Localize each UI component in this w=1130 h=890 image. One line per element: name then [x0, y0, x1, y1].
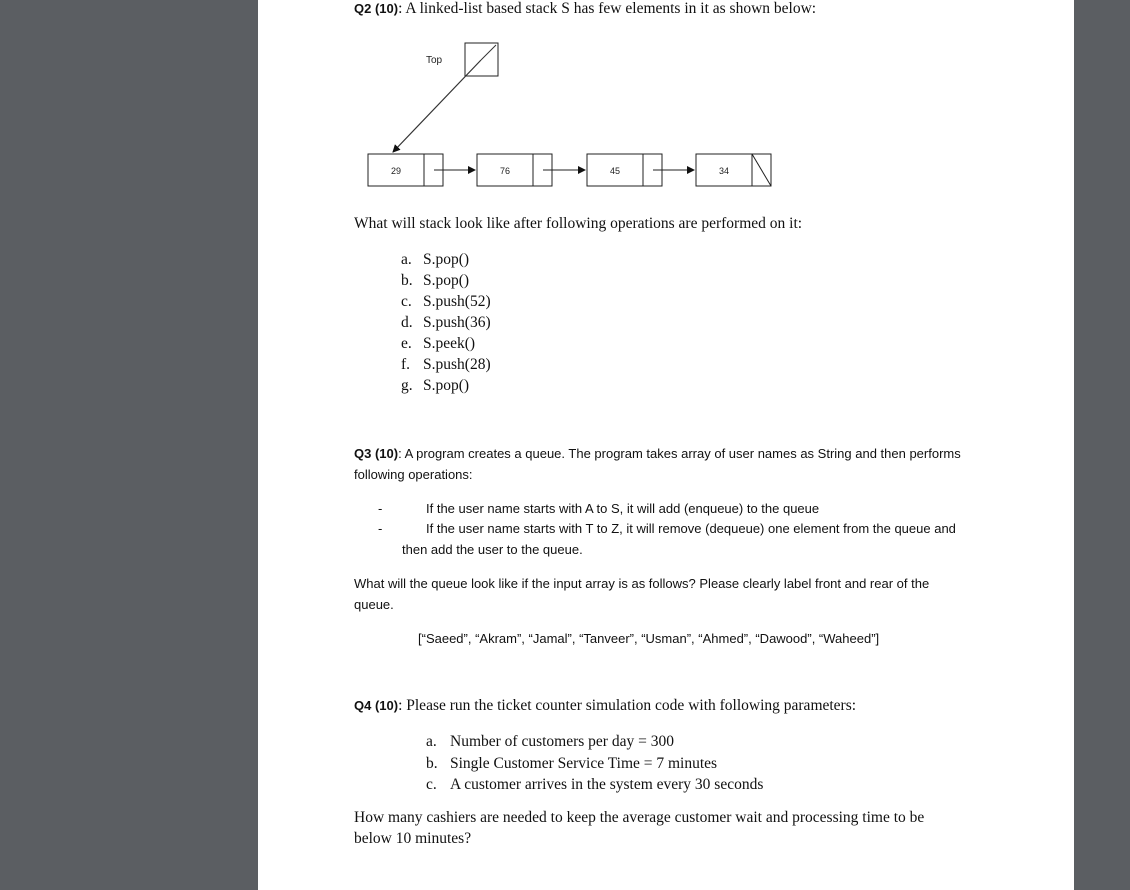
document-page [258, 0, 1074, 890]
q3-text-line1: : A program creates a queue. The program takes array of user names as String and then performs [398, 446, 961, 461]
node-1-value: 29 [390, 166, 402, 176]
linked-list-diagram [354, 38, 784, 194]
top-pointer-arrow [393, 60, 481, 152]
parameter-item: c. A customer arrives in the system every 30 seconds [426, 776, 764, 793]
null-pointer-slash [752, 154, 771, 186]
q4-text: : Please run the ticket counter simulation code with following parameters: [398, 697, 857, 714]
top-label: Top [426, 55, 443, 66]
operation-item: e. S.peek() [401, 335, 476, 352]
q3-label: Q3 (10) [354, 446, 399, 461]
operation-item: f. S.push(28) [401, 356, 491, 373]
operation-item: d. S.push(36) [401, 314, 491, 331]
q3-bullet-2-continuation: then add the user to the queue. [402, 542, 583, 557]
q4-heading [354, 697, 856, 715]
parameter-item: a. Number of customers per day = 300 [426, 733, 674, 750]
q3-input-array: [“Saeed”, “Akram”, “Jamal”, “Tanveer”, “Usman”, “Ahmed”, “Dawood”, “Waheed”] [418, 631, 880, 646]
parameter-item: b. Single Customer Service Time = 7 minutes [426, 754, 718, 772]
q3-bullet-1: - If the user name starts with A to S, it will add (enqueue) to the queue [378, 501, 820, 516]
q4-label: Q4 (10) [354, 698, 399, 713]
q4-parameters-list [426, 731, 763, 796]
node-3-value: 45 [609, 166, 621, 176]
q3-question-line2: queue. [354, 597, 394, 612]
q2-operations-list [401, 249, 491, 396]
q3-bullet-2: - If the user name starts with T to Z, it will remove (dequeue) one element from the queue and [378, 521, 956, 536]
q2-heading [354, 0, 816, 18]
q2-label: Q2 (10) [354, 1, 399, 16]
q2-text: : A linked-list based stack S has few elements in it as shown below: [398, 0, 817, 17]
node-2-value: 76 [499, 166, 511, 176]
q4-question-line1: How many cashiers are needed to keep the average customer wait and processing time to be [354, 809, 925, 826]
node-4-value: 34 [718, 166, 730, 176]
operation-item: b. S.pop() [401, 272, 470, 289]
operation-item: g. S.pop() [401, 377, 470, 394]
q2-question: What will stack look like after following operations are performed on it: [354, 215, 803, 232]
q3-text-line2: following operations: [354, 467, 473, 482]
top-box-diagonal [481, 45, 496, 60]
q3-heading [354, 446, 961, 461]
q3-question-line1: What will the queue look like if the input array is as follows? Please clearly label front and rear of the [354, 576, 930, 591]
q4-question-line2: below 10 minutes? [354, 830, 472, 847]
operation-item: c. S.push(52) [401, 293, 491, 310]
operation-item: a. S.pop() [401, 251, 470, 268]
